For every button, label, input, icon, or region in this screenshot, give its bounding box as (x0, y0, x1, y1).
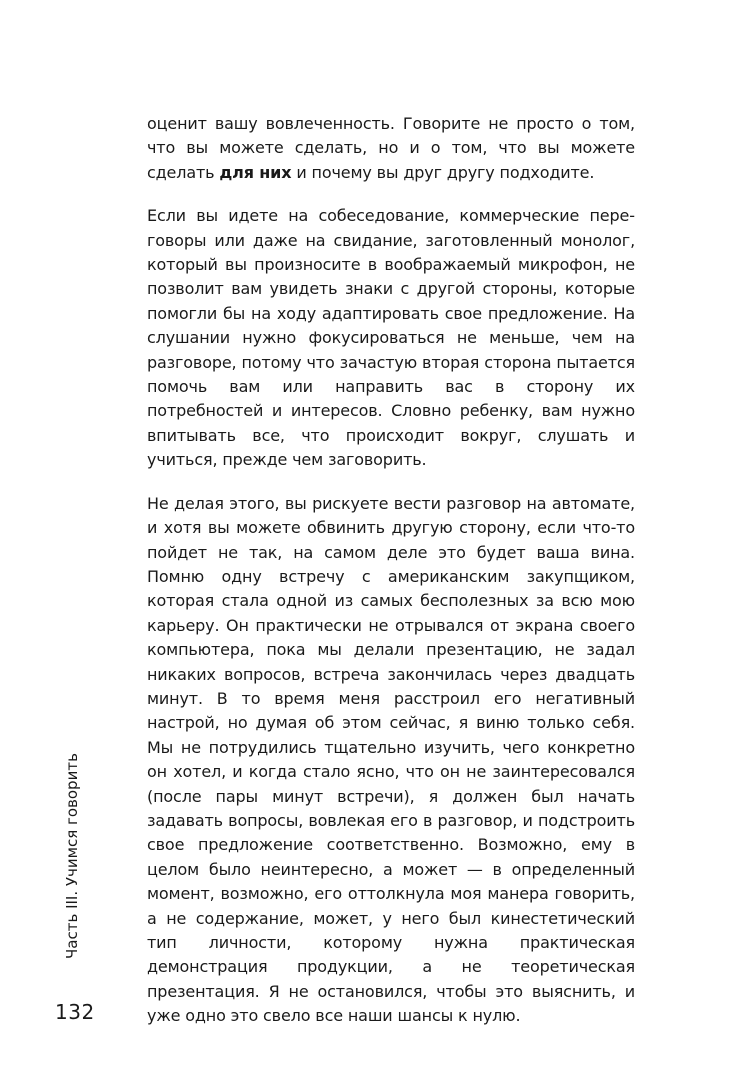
paragraph-3: Не делая этого, вы рискуете вести разговор на автомате, и хотя вы можете обвинить другую сторону, если что-то пойдет не так, на самом деле это будет ваша вина. Помню одну встречу с американским закупщиком, которая стала одной из самых бесполезных за всю мою карьеру. Он практически не отрывался от экрана своего компьютера, пока мы делали презентацию, не задал никаких вопросов, встреча закончилась через двадцать минут. В то время меня расстроил его негативный настрой, но думая об этом сейчас, я виню только себя. Мы не потрудились тщательно изучить, чего конкретно он хотел, и когда стало ясно, что он не заинтересовался (после пары минут встречи), я должен был начать задавать вопросы, вовлекая его в разговор, и подстроить свое предложение соответственно. Возможно, ему в целом было неинтересно, а может — в определенный момент, возможно, его оттолкнула моя манера говорить, а не содержание, может, у него был кинестетический тип личности, которому нужна практическая демонстрация продукции, а не теоретическая презентация. Я не остановился, чтобы это выяснить, и уже одно это свело все наши шансы к нулю. (147, 493, 635, 1026)
paragraph-1-emphasis: для них (219, 162, 292, 182)
body-text (147, 112, 635, 1048)
paragraph-1 (147, 112, 635, 185)
paragraph-1-text-end: и почему вы друг другу подходите. (291, 162, 595, 182)
paragraph-2: Если вы идете на собеседование, коммерческие переговоры или даже на свидание, заготовленный монолог, который вы произносите в воображаемый микрофон, не позволит вам увидеть знаки с другой стороны, которые помогли бы на ходу адаптировать свое предложение. На слушании нужно фокусироваться не меньше, чем на разговоре, потому что зачастую вторая сторона пытается помочь вам или направить вас в сторону их потребностей и интересов. Словно ребенку, вам нужно впитывать все, что происходит вокруг, слушать и учиться, прежде чем заговорить. (147, 206, 635, 470)
page-number: 132 (55, 1000, 95, 1024)
paragraph-1-text: оценит вашу вовлеченность. Говорите не просто о том, что вы можете сделать, но и о том, что вы можете сделать (147, 114, 635, 182)
running-head: Часть III. Учимся говорить (63, 753, 81, 959)
